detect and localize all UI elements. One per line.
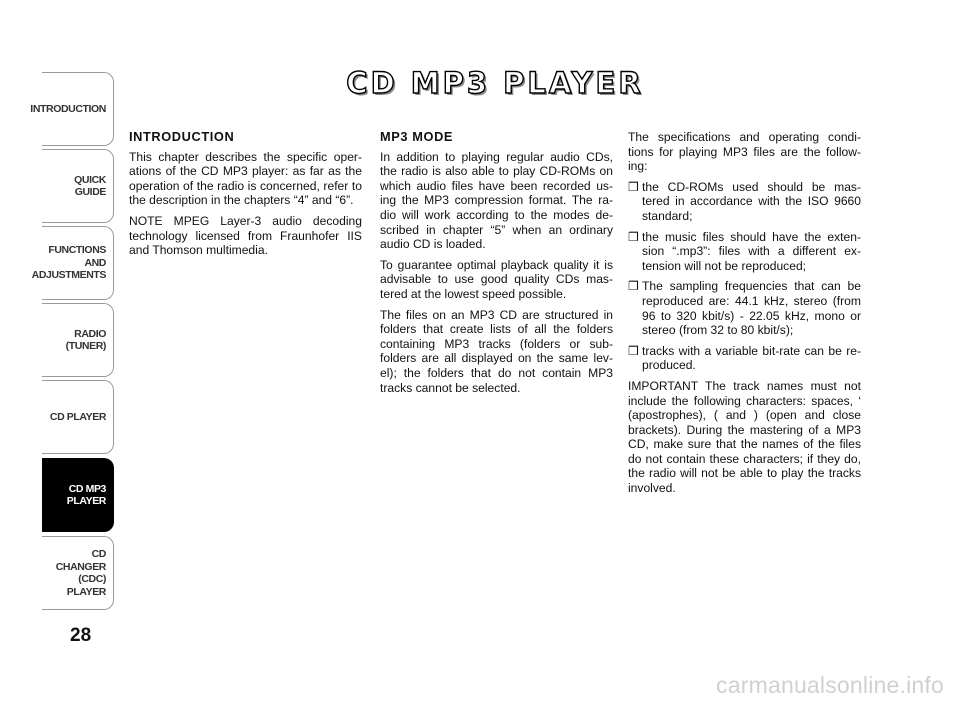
specifications-list (628, 180, 861, 373)
tab-radio-tuner[interactable]: RADIO (TUNER) (42, 303, 114, 377)
column-mp3-mode (380, 130, 613, 401)
paragraph: In addition to playing regular audio CDs, the radio is also able to play CD-ROMs on which audio files have been recorded us-ing the MP3 compression format. The ra-dio will work according to the modes de-scribed in chapter “5” when an ordinary audio CD is loaded. (380, 149, 613, 252)
tab-cd-mp3-player[interactable]: CD MP3 PLAYER (42, 458, 114, 532)
important-paragraph: IMPORTANT The track names must not include the following characters: spaces, ‘ (apostrophes), ( and ) (open and close brackets). During the mastering of a MP3 CD, make sure that the names of the files do not contain these characters; if they do, the radio will not be able to play the tracks involved. (628, 378, 861, 496)
tab-cd-changer-player[interactable]: CD CHANGER (CDC) PLAYER (42, 536, 114, 610)
list-item: ❒ tracks with a variable bit-rate can be re-produced. (628, 343, 861, 373)
tab-introduction[interactable]: INTRODUCTION (42, 72, 114, 146)
list-item: ❒ the CD-ROMs used should be mas-tered in accordance with the ISO 9660 standard; (628, 179, 861, 223)
note-paragraph: NOTE MPEG Layer-3 audio decoding technology licensed from Fraunhofer IIS and Thomson multimedia. (129, 213, 362, 258)
tab-quick-guide[interactable]: QUICK GUIDE (42, 149, 114, 223)
section-heading-mp3-mode: MP3 MODE (380, 129, 454, 144)
checkbox-bullet-icon: ❒ (628, 229, 639, 244)
column-specifications (628, 130, 861, 502)
paragraph: The specifications and operating condi-tions for playing MP3 files are the follow-ing: (628, 130, 861, 174)
tab-functions-and-adjustments[interactable]: FUNCTIONS AND ADJUSTMENTS (42, 226, 114, 300)
page-title: CD MP3 PLAYER (346, 66, 644, 100)
paragraph: This chapter describes the specific oper-ations of the CD MP3 player: as far as the operation of the radio is concerned, refer to the description in the chapters “4” and “6”. (129, 149, 362, 208)
checkbox-bullet-icon: ❒ (628, 179, 639, 194)
paragraph: To guarantee optimal playback quality it is advisable to use good quality CDs mas-tered at the lowest speed possible. (380, 257, 613, 301)
checkbox-bullet-icon: ❒ (628, 279, 639, 294)
watermark: carmanualsonline.info (716, 672, 944, 698)
paragraph: The files on an MP3 CD are structured in folders that create lists of all the folders containing MP3 tracks (folders or sub-folders are all displayed on the same lev-el); the folders that do not contain MP3 tracks cannot be selected. (380, 307, 613, 395)
section-heading-introduction: INTRODUCTION (129, 129, 235, 144)
list-item: ❒ The sampling frequencies that can be reproduced are: 44.1 kHz, stereo (from 96 to 320 kbit/s) - 22.05 kHz, mono or stereo (from 32 to 80 kbit/s); (628, 279, 861, 338)
tab-cd-player[interactable]: CD PLAYER (42, 380, 114, 454)
page-number: 28 (70, 625, 92, 646)
list-item: ❒ the music files should have the exten-sion “.mp3”: files with a different ex-tension will not be reproduced; (628, 229, 861, 273)
checkbox-bullet-icon: ❒ (628, 343, 639, 358)
column-introduction (129, 130, 362, 264)
